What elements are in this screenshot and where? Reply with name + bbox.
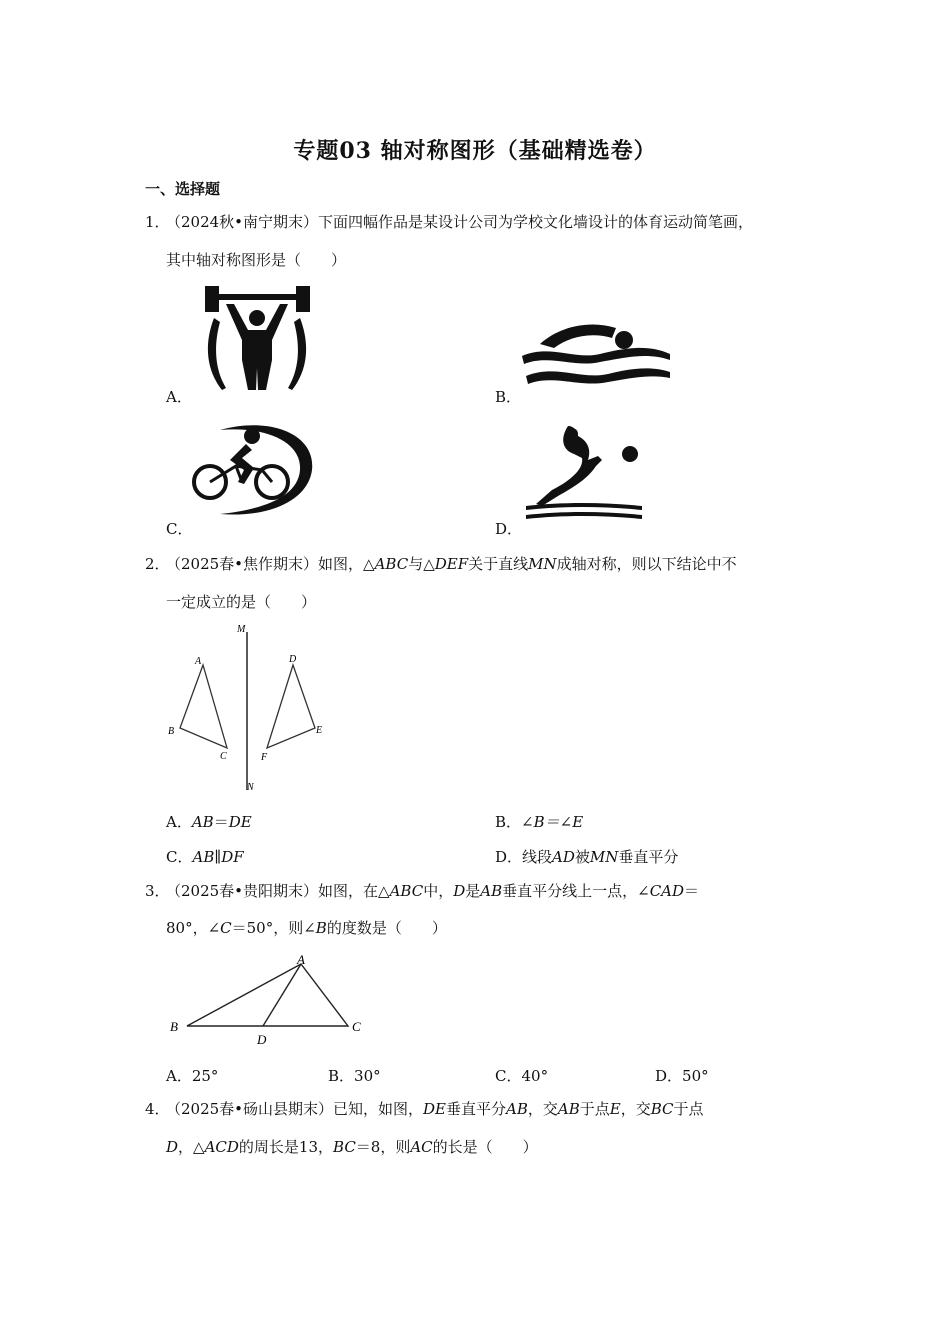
swimming-icon	[520, 318, 672, 388]
q2-option-b[interactable]: B．∠B＝∠E	[495, 813, 584, 831]
q3-option-b[interactable]: B．30°	[328, 1067, 381, 1085]
label-d: D	[289, 654, 297, 665]
weightlifting-icon	[200, 284, 315, 394]
label-f: F	[261, 752, 268, 763]
q4-stem-line2: D，△ACD的周长是13，BC＝8，则AC的长是（ ）	[166, 1138, 538, 1156]
q3-stem-line1: （2025春•贵阳期末）如图，在△ABC中，D是AB垂直平分线上一点，∠CAD＝	[166, 882, 700, 900]
label-n: N	[247, 782, 254, 793]
q2-stem-line2: 一定成立的是（ ）	[166, 593, 317, 611]
label-e: E	[316, 725, 323, 736]
q3-option-a[interactable]: A．25°	[166, 1067, 219, 1085]
q1-option-d[interactable]: D．	[495, 520, 523, 538]
q3-option-d[interactable]: D．50°	[655, 1067, 709, 1085]
q2-symmetry-figure	[165, 620, 330, 795]
q2-number: 2．	[145, 555, 170, 573]
q3-number: 3．	[145, 882, 170, 900]
label-c: C	[352, 1019, 361, 1034]
volleyball-icon	[522, 420, 646, 520]
label-a: A	[195, 656, 202, 667]
label-m: M	[237, 624, 246, 635]
q2-stem-line1: （2025春•焦作期末）如图，△ABC与△DEF关于直线MN成轴对称，则以下结论中不	[166, 555, 737, 573]
q3-triangle-figure	[165, 950, 370, 1050]
q3-stem-line2: 80°，∠C＝50°，则∠B的度数是（ ）	[166, 919, 447, 937]
label-b: B	[168, 726, 175, 737]
label-d: D	[257, 1032, 267, 1047]
section-heading: 一、选择题	[145, 180, 221, 198]
q4-stem-line1: （2025春•砀山县期末）已知，如图，DE垂直平分AB，交AB于点E，交BC于点	[166, 1100, 704, 1118]
q2-option-a[interactable]: A．AB＝DE	[166, 813, 252, 831]
q1-stem-line1: （2024秋•南宁期末）下面四幅作品是某设计公司为学校文化墙设计的体育运动简笔画，	[166, 213, 754, 231]
q3-option-c[interactable]: C．40°	[495, 1067, 549, 1085]
q1-number: 1．	[145, 213, 170, 231]
q2-option-d[interactable]: D．线段AD被MN垂直平分	[495, 848, 679, 866]
q1-option-b[interactable]: B．	[495, 388, 522, 406]
q1-stem-line2: 其中轴对称图形是（ ）	[166, 251, 347, 269]
label-b: B	[170, 1019, 178, 1034]
label-c: C	[220, 751, 227, 762]
q1-option-a[interactable]: A．	[166, 388, 192, 406]
q4-number: 4．	[145, 1100, 170, 1118]
label-a: A	[297, 952, 305, 967]
page-title: 专题03 轴对称图形（基础精选卷）	[293, 138, 657, 164]
q1-option-c[interactable]: C．	[166, 520, 193, 538]
q2-option-c[interactable]: C．AB∥DF	[166, 848, 244, 866]
cycling-icon	[190, 420, 318, 520]
